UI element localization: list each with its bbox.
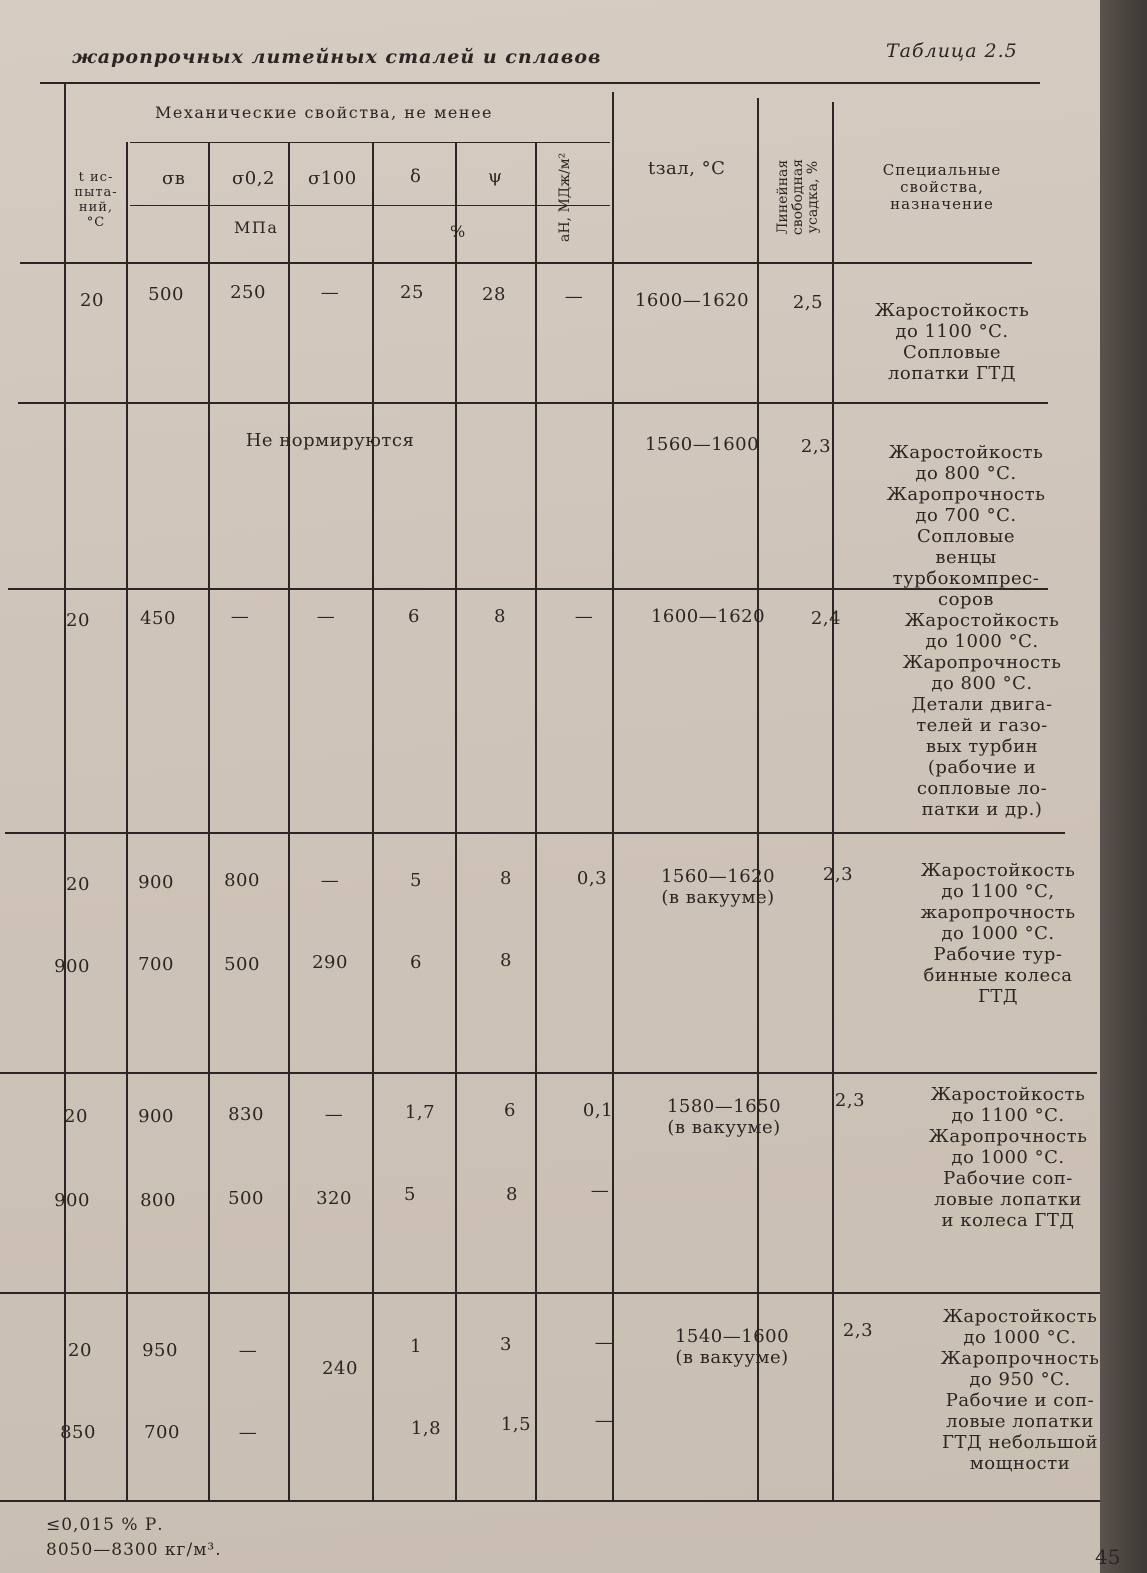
header-units-percent: % <box>450 222 467 241</box>
footnote-phosphorus: ≤0,015 % Р. <box>46 1515 164 1535</box>
row-divider <box>0 1072 1097 1074</box>
column-rule <box>535 142 537 1500</box>
cell-pouring-temperature: 1560—1600 <box>644 434 760 455</box>
cell-sigma-b: 700 <box>138 954 174 975</box>
cell-sigma-100: — <box>320 870 340 891</box>
cell-pouring-temperature: 1600—1620 <box>650 606 766 627</box>
cell-pouring-temperature: 1580—1650 (в вакууме) <box>666 1096 782 1138</box>
cell-delta: 1,7 <box>404 1102 436 1123</box>
header-sigma-02: σ0,2 <box>232 168 275 189</box>
cell-test-temperature: 900 <box>54 1190 90 1211</box>
cell-shrinkage: 2,3 <box>834 1090 866 1111</box>
cell-shrinkage: 2,5 <box>792 292 824 313</box>
cell-sigma-b: 900 <box>138 872 174 893</box>
cell-psi: 1,5 <box>500 1414 532 1435</box>
cell-psi: 3 <box>500 1334 512 1355</box>
cell-pouring-temperature: 1560—1620 (в вакууме) <box>660 866 776 908</box>
group-header-rule <box>130 142 610 143</box>
units-rule <box>130 205 610 206</box>
group-header-mechanical: Механические свойства, не менее <box>155 103 493 122</box>
column-rule <box>64 82 66 1500</box>
column-rule <box>126 142 128 1500</box>
cell-special-properties: Жаростойкость до 1000 °С. Жаропрочность до 950 °С. Рабочие и соп- ловые лопатки ГТД небольшой мощности <box>940 1306 1100 1474</box>
cell-pouring-temperature: 1540—1600 (в вакууме) <box>674 1326 790 1368</box>
page-edge-shadow <box>1100 0 1147 1573</box>
table-top-rule <box>40 82 1040 84</box>
cell-test-temperature: 20 <box>80 290 104 311</box>
column-rule <box>372 142 374 1500</box>
cell-sigma-100: 320 <box>316 1188 352 1209</box>
cell-sigma-02: — <box>238 1340 258 1361</box>
cell-delta: 6 <box>408 606 420 627</box>
table-bottom-rule <box>0 1500 1100 1502</box>
cell-sigma-100: — <box>324 1104 344 1125</box>
cell-sigma-b: 800 <box>140 1190 176 1211</box>
cell-sigma-100: 290 <box>312 952 348 973</box>
page-number: 45 <box>1095 1545 1121 1569</box>
cell-special-properties: Жаростойкость до 1100 °С. Сопловые лопатки ГТД <box>874 300 1030 384</box>
header-pouring-temperature: tзал, °С <box>648 158 726 179</box>
cell-sigma-100: 240 <box>322 1358 358 1379</box>
column-rule <box>757 98 759 1500</box>
cell-test-temperature: 20 <box>64 1106 88 1127</box>
table-caption: жаропрочных литейных сталей и сплавов <box>72 46 602 68</box>
cell-impact-strength: — <box>594 1410 614 1431</box>
cell-shrinkage: 2,3 <box>842 1320 874 1341</box>
column-rule <box>455 142 457 1500</box>
header-impact-strength: aН, МДж/м² <box>557 152 573 242</box>
cell-special-properties: Жаростойкость до 800 °С. Жаропрочность до 700 °С. Сопловые венцы турбокомпрес- соров <box>886 442 1046 610</box>
cell-impact-strength: — <box>594 1332 614 1353</box>
cell-impact-strength: — <box>564 286 584 307</box>
cell-test-temperature: 20 <box>66 610 90 631</box>
table-label: Таблица 2.5 <box>886 40 1018 62</box>
header-delta: δ <box>410 166 422 187</box>
row-divider <box>0 1292 1100 1294</box>
cell-impact-strength: — <box>590 1180 610 1201</box>
cell-test-temperature: 20 <box>66 874 90 895</box>
cell-impact-strength: 0,3 <box>576 868 608 889</box>
cell-test-temperature: 20 <box>68 1340 92 1361</box>
cell-delta: 6 <box>410 952 422 973</box>
cell-not-normalized: Не нормируются <box>245 430 415 451</box>
row-divider <box>18 402 1048 404</box>
cell-delta: 25 <box>400 282 424 303</box>
footnote-density: 8050—8300 кг/м³. <box>46 1540 222 1560</box>
cell-sigma-b: 450 <box>140 608 176 629</box>
cell-pouring-temperature: 1600—1620 <box>634 290 750 311</box>
column-rule <box>832 102 834 1500</box>
header-special-properties: Специальные свойства, назначение <box>882 161 1002 213</box>
cell-psi: 8 <box>500 950 512 971</box>
cell-psi: 8 <box>494 606 506 627</box>
cell-delta: 5 <box>404 1184 416 1205</box>
column-rule <box>208 142 210 1500</box>
header-sigma-100: σ100 <box>308 168 357 189</box>
cell-sigma-b: 950 <box>142 1340 178 1361</box>
cell-psi: 8 <box>506 1184 518 1205</box>
cell-psi: 8 <box>500 868 512 889</box>
cell-delta: 5 <box>410 870 422 891</box>
cell-impact-strength: — <box>574 606 594 627</box>
cell-sigma-02: 500 <box>228 1188 264 1209</box>
cell-sigma-b: 900 <box>138 1106 174 1127</box>
cell-shrinkage: 2,4 <box>810 608 842 629</box>
cell-impact-strength: 0,1 <box>582 1100 614 1121</box>
cell-special-properties: Жаростойкость до 1100 °С, жаропрочность до 1000 °С. Рабочие тур- бинные колеса ГТД <box>920 860 1076 1007</box>
cell-psi: 6 <box>504 1100 516 1121</box>
cell-sigma-100: — <box>320 282 340 303</box>
header-linear-shrinkage: Линейная свободная усадка, % <box>775 158 821 236</box>
cell-shrinkage: 2,3 <box>822 864 854 885</box>
cell-sigma-b: 700 <box>144 1422 180 1443</box>
header-psi: ψ <box>488 166 503 187</box>
cell-sigma-02: 250 <box>230 282 266 303</box>
cell-special-properties: Жаростойкость до 1000 °С. Жаропрочность до 800 °С. Детали двига- телей и газо- вых турбин (рабочие и сопловые ло- патки и др.) <box>902 610 1062 820</box>
cell-special-properties: Жаростойкость до 1100 °С. Жаропрочность до 1000 °С. Рабочие соп- ловые лопатки и колеса ГТД <box>928 1084 1088 1231</box>
header-units-mpa: МПа <box>234 218 279 237</box>
cell-sigma-100: — <box>316 606 336 627</box>
cell-sigma-02: — <box>238 1422 258 1443</box>
cell-sigma-02: 800 <box>224 870 260 891</box>
header-bottom-rule <box>20 262 1032 264</box>
cell-sigma-02: — <box>230 606 250 627</box>
header-sigma-b: σв <box>162 168 186 189</box>
cell-delta: 1 <box>410 1336 422 1357</box>
cell-test-temperature: 900 <box>54 956 90 977</box>
cell-test-temperature: 850 <box>60 1422 96 1443</box>
header-test-temperature: t ис- пыта- ний, °С <box>74 170 118 230</box>
cell-shrinkage: 2,3 <box>800 436 832 457</box>
cell-delta: 1,8 <box>410 1418 442 1439</box>
cell-sigma-02: 830 <box>228 1104 264 1125</box>
cell-psi: 28 <box>482 284 506 305</box>
column-rule <box>612 92 614 1500</box>
cell-sigma-b: 500 <box>148 284 184 305</box>
cell-sigma-02: 500 <box>224 954 260 975</box>
column-rule <box>288 142 290 1500</box>
